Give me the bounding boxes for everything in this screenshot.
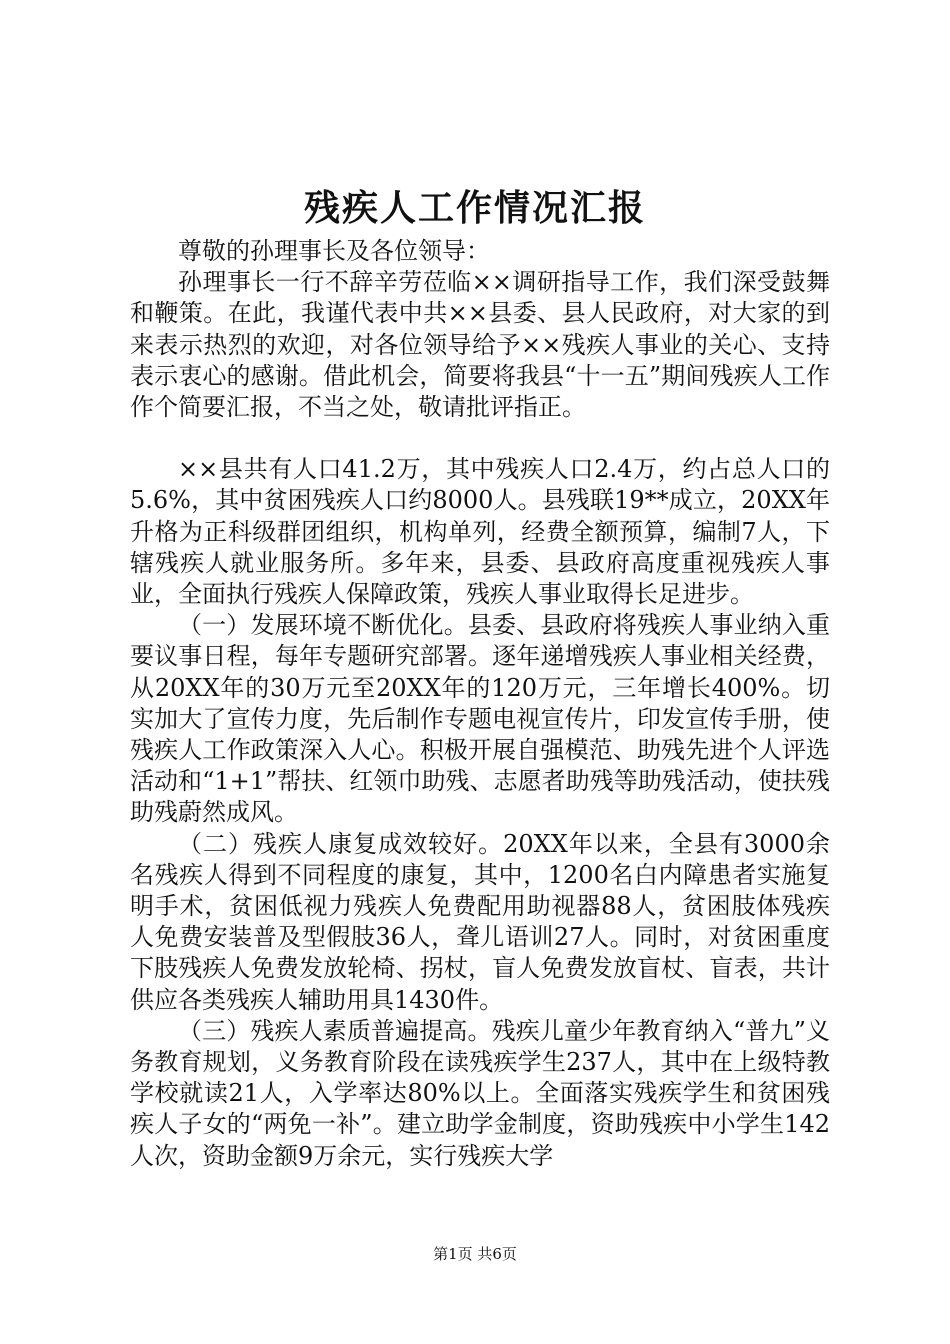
section-3-paragraph: （三）残疾人素质普遍提高。残疾儿童少年教育纳入“普九”义务教育规划，义务教育阶段在读残疾学生237人，其中在上级特教学校就读21人，入学率达80%以上。全面落实残疾学生和贫困残疾人子女的“两免一补”。建立助学金制度，资助残疾中小学生142人次，资助金额9万余元，实行残疾大学: [130, 1016, 830, 1170]
overview-paragraph: ××县共有人口41.2万，其中残疾人口2.4万，约占总人口的5.6%，其中贫困残疾人口约8000人。县残联19**成立，20XX年升格为正科级群团组织，机构单列，经费全额预算，编制7人，下辖残疾人就业服务所。多年来，县委、县政府高度重视残疾人事业，全面执行残疾人保障政策，残疾人事业取得长足进步。: [130, 455, 830, 609]
intro-paragraph: 孙理事长一行不辞辛劳莅临××调研指导工作，我们深受鼓舞和鞭策。在此，我谨代表中共××县委、县人民政府，对大家的到来表示热烈的欢迎，对各位领导给予××残疾人事业的关心、支持表示衷心的感谢。借此机会，简要将我县“十一五”期间残疾人工作作个简要汇报，不当之处，敬请批评指正。: [130, 268, 830, 422]
section-1-paragraph: （一）发展环境不断优化。县委、县政府将残疾人事业纳入重要议事日程，每年专题研究部署。逐年递增残疾人事业相关经费，从20XX年的30万元至20XX年的120万元，三年增长400%。切实加大了宣传力度，先后制作专题电视宣传片，印发宣传手册，使残疾人工作政策深入人心。积极开展自强模范、助残先进个人评选活动和“1+1”帮扶、红领巾助残、志愿者助残等助残活动，使扶残助残蔚然成风。: [130, 611, 830, 827]
page-footer: 第1页 共6页: [433, 1245, 517, 1263]
salutation-paragraph: 尊敬的孙理事长及各位领导：: [178, 237, 490, 265]
section-2-paragraph: （二）残疾人康复成效较好。20XX年以来，全县有3000余名残疾人得到不同程度的康复，其中，1200名白内障患者实施复明手术，贫困低视力残疾人免费配用助视器88人，贫困肢体残疾人免费安装普及型假肢36人，聋儿语训27人。同时，对贫困重度下肢残疾人免费发放轮椅、拐杖，盲人免费发放盲杖、盲表，共计供应各类残疾人辅助用具1430件。: [130, 829, 830, 1014]
document-body: [130, 236, 830, 1172]
document-title: 残疾人工作情况汇报: [303, 187, 646, 229]
